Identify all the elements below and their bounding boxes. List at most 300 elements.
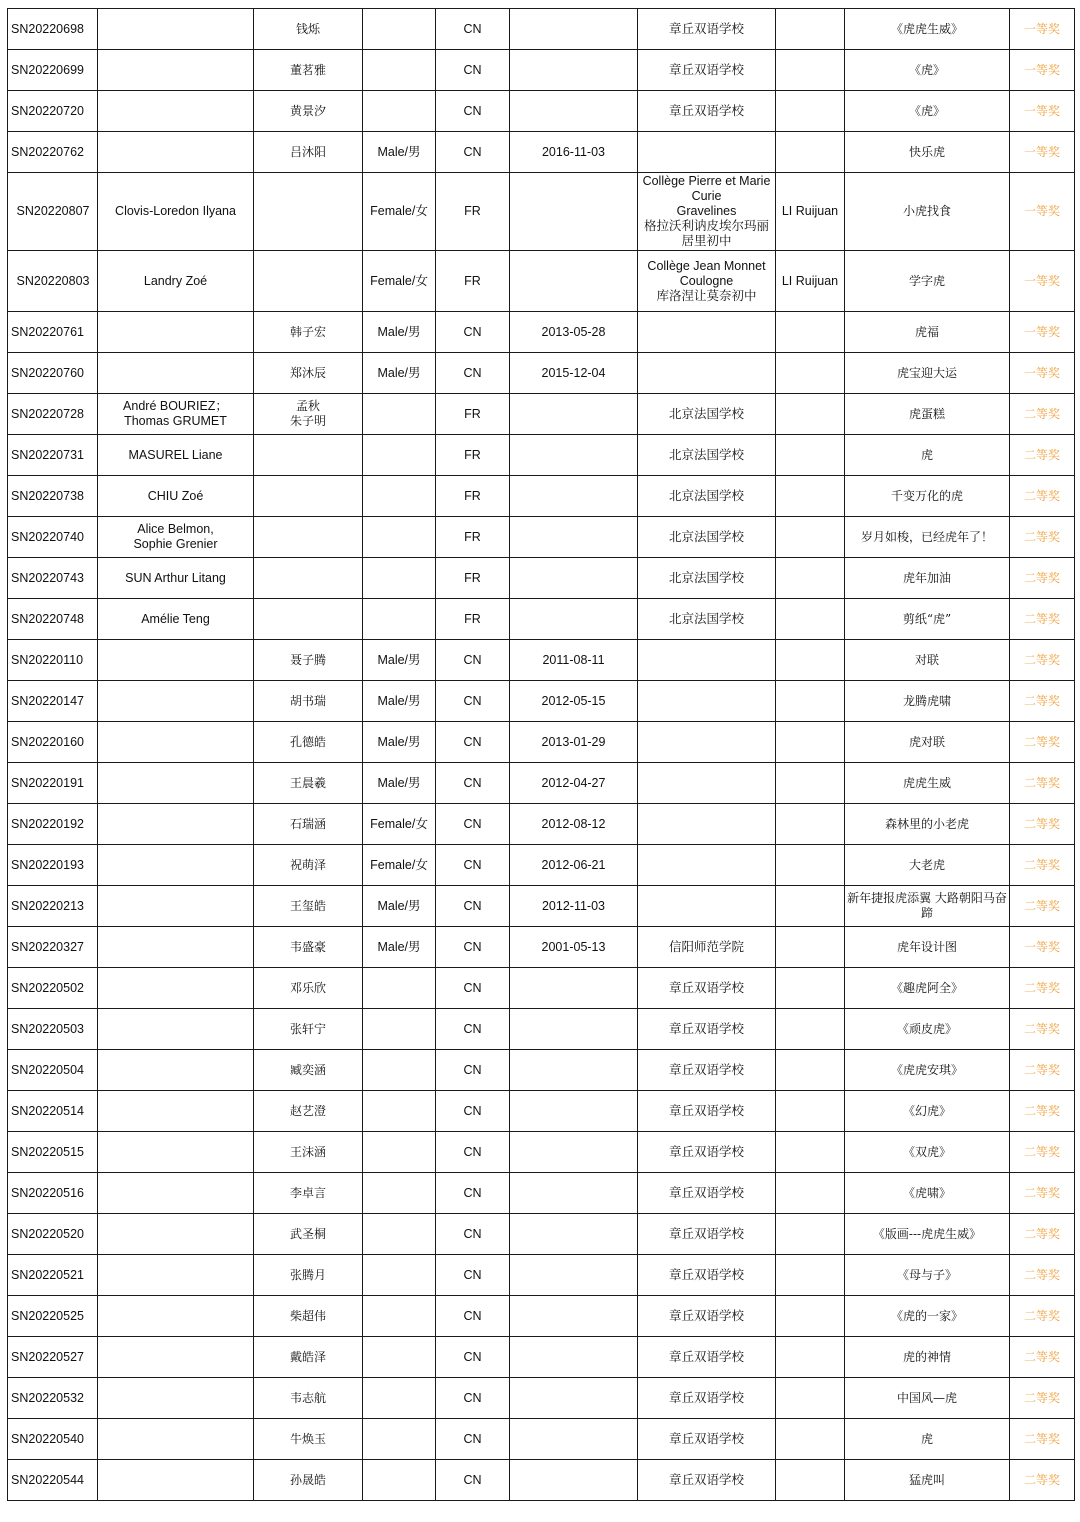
cell-work-title: 虎福	[845, 312, 1010, 353]
cell-gender: Female/女	[363, 845, 436, 886]
cell-school	[638, 845, 776, 886]
cell-id: SN20220803	[8, 251, 98, 312]
cell-teacher	[776, 640, 845, 681]
cell-work-title: 剪纸“虎”	[845, 599, 1010, 640]
cell-teacher	[776, 845, 845, 886]
cell-id: SN20220520	[8, 1214, 98, 1255]
cell-id: SN20220699	[8, 50, 98, 91]
table-row	[8, 1091, 1075, 1132]
cell-work-title: 大老虎	[845, 845, 1010, 886]
cell-gender	[363, 599, 436, 640]
cell-id: SN20220147	[8, 681, 98, 722]
cell-name-en	[98, 353, 254, 394]
cell-id: SN20220532	[8, 1378, 98, 1419]
cell-country: CN	[436, 1009, 510, 1050]
cell-gender	[363, 1296, 436, 1337]
cell-country: FR	[436, 599, 510, 640]
cell-award: 一等奖	[1010, 132, 1075, 173]
table-row	[8, 173, 1075, 251]
cell-name-zh: 戴皓泽	[254, 1337, 363, 1378]
cell-name-en	[98, 763, 254, 804]
cell-name-zh: 柴超伟	[254, 1296, 363, 1337]
cell-school: 章丘双语学校	[638, 1378, 776, 1419]
cell-gender	[363, 394, 436, 435]
cell-id: SN20220527	[8, 1337, 98, 1378]
cell-work-title: 虎对联	[845, 722, 1010, 763]
cell-name-en: André BOURIEZ； Thomas GRUMET	[98, 394, 254, 435]
cell-teacher	[776, 927, 845, 968]
cell-birth-date	[510, 558, 638, 599]
cell-school: 章丘双语学校	[638, 1173, 776, 1214]
cell-teacher	[776, 435, 845, 476]
cell-teacher	[776, 1214, 845, 1255]
cell-birth-date	[510, 1173, 638, 1214]
cell-award: 二等奖	[1010, 517, 1075, 558]
cell-id: SN20220516	[8, 1173, 98, 1214]
cell-award: 二等奖	[1010, 1378, 1075, 1419]
cell-work-title: 《虎虎生威》	[845, 9, 1010, 50]
cell-country: CN	[436, 1050, 510, 1091]
cell-id: SN20220327	[8, 927, 98, 968]
cell-school: 章丘双语学校	[638, 1460, 776, 1501]
cell-name-en	[98, 1091, 254, 1132]
cell-award: 二等奖	[1010, 1214, 1075, 1255]
cell-award: 一等奖	[1010, 173, 1075, 251]
cell-work-title: 虎	[845, 1419, 1010, 1460]
cell-id: SN20220760	[8, 353, 98, 394]
cell-award: 二等奖	[1010, 394, 1075, 435]
cell-name-zh: 张轩宁	[254, 1009, 363, 1050]
cell-id: SN20220720	[8, 91, 98, 132]
cell-name-zh	[254, 599, 363, 640]
cell-teacher	[776, 886, 845, 927]
cell-teacher	[776, 1460, 845, 1501]
cell-id: SN20220743	[8, 558, 98, 599]
award-table	[7, 8, 1075, 1501]
cell-name-zh: 黄景汐	[254, 91, 363, 132]
cell-country: CN	[436, 763, 510, 804]
cell-gender	[363, 435, 436, 476]
cell-work-title: 小虎找食	[845, 173, 1010, 251]
cell-country: CN	[436, 1337, 510, 1378]
cell-work-title: 猛虎叫	[845, 1460, 1010, 1501]
cell-name-en	[98, 1255, 254, 1296]
cell-name-en: Landry Zoé	[98, 251, 254, 312]
cell-name-en: Clovis-Loredon Ilyana	[98, 173, 254, 251]
cell-id: SN20220503	[8, 1009, 98, 1050]
cell-teacher	[776, 681, 845, 722]
cell-name-zh: 牛焕玉	[254, 1419, 363, 1460]
cell-birth-date: 2001-05-13	[510, 927, 638, 968]
cell-teacher	[776, 804, 845, 845]
cell-school: 章丘双语学校	[638, 1337, 776, 1378]
cell-teacher: LI Ruijuan	[776, 173, 845, 251]
cell-birth-date	[510, 435, 638, 476]
cell-work-title: 学字虎	[845, 251, 1010, 312]
cell-gender: Male/男	[363, 353, 436, 394]
cell-country: CN	[436, 1173, 510, 1214]
cell-birth-date	[510, 1009, 638, 1050]
cell-country: CN	[436, 1296, 510, 1337]
cell-id: SN20220193	[8, 845, 98, 886]
cell-work-title: 《虎虎安琪》	[845, 1050, 1010, 1091]
table-row	[8, 845, 1075, 886]
cell-award: 二等奖	[1010, 1296, 1075, 1337]
cell-school: 北京法国学校	[638, 476, 776, 517]
cell-country: CN	[436, 353, 510, 394]
cell-award: 二等奖	[1010, 1419, 1075, 1460]
cell-school: 章丘双语学校	[638, 1296, 776, 1337]
cell-id: SN20220540	[8, 1419, 98, 1460]
cell-teacher	[776, 1419, 845, 1460]
cell-award: 二等奖	[1010, 968, 1075, 1009]
cell-name-zh: 祝萌泽	[254, 845, 363, 886]
table-row	[8, 1296, 1075, 1337]
cell-award: 二等奖	[1010, 640, 1075, 681]
cell-award: 二等奖	[1010, 476, 1075, 517]
cell-gender: Male/男	[363, 886, 436, 927]
cell-name-zh: 武圣桐	[254, 1214, 363, 1255]
cell-id: SN20220761	[8, 312, 98, 353]
cell-work-title: 千变万化的虎	[845, 476, 1010, 517]
cell-gender	[363, 1460, 436, 1501]
cell-work-title: 《虎》	[845, 50, 1010, 91]
cell-id: SN20220698	[8, 9, 98, 50]
cell-teacher	[776, 968, 845, 1009]
cell-name-zh	[254, 558, 363, 599]
cell-teacher	[776, 722, 845, 763]
cell-gender: Female/女	[363, 173, 436, 251]
cell-school: 北京法国学校	[638, 394, 776, 435]
cell-teacher	[776, 1296, 845, 1337]
cell-name-en	[98, 1132, 254, 1173]
cell-birth-date: 2015-12-04	[510, 353, 638, 394]
table-row	[8, 50, 1075, 91]
cell-gender	[363, 9, 436, 50]
cell-gender	[363, 91, 436, 132]
cell-award: 二等奖	[1010, 1091, 1075, 1132]
cell-name-zh	[254, 173, 363, 251]
cell-name-en: CHIU Zoé	[98, 476, 254, 517]
cell-id: SN20220191	[8, 763, 98, 804]
cell-award: 二等奖	[1010, 845, 1075, 886]
cell-country: CN	[436, 845, 510, 886]
cell-gender: Male/男	[363, 681, 436, 722]
cell-name-zh: 孙晟皓	[254, 1460, 363, 1501]
cell-school	[638, 763, 776, 804]
cell-name-zh: 李卓言	[254, 1173, 363, 1214]
cell-name-zh	[254, 251, 363, 312]
cell-work-title: 《虎》	[845, 91, 1010, 132]
table-row	[8, 517, 1075, 558]
cell-school: 章丘双语学校	[638, 1132, 776, 1173]
cell-teacher	[776, 1009, 845, 1050]
cell-gender	[363, 1091, 436, 1132]
table-row	[8, 91, 1075, 132]
cell-school: 章丘双语学校	[638, 9, 776, 50]
cell-work-title: 虎年加油	[845, 558, 1010, 599]
cell-school	[638, 886, 776, 927]
cell-name-en	[98, 927, 254, 968]
cell-name-zh: 孔德皓	[254, 722, 363, 763]
table-row	[8, 1460, 1075, 1501]
cell-school: 章丘双语学校	[638, 1091, 776, 1132]
cell-school	[638, 353, 776, 394]
cell-gender: Male/男	[363, 132, 436, 173]
cell-birth-date: 2013-05-28	[510, 312, 638, 353]
cell-birth-date: 2012-06-21	[510, 845, 638, 886]
cell-name-en	[98, 1050, 254, 1091]
cell-gender	[363, 50, 436, 91]
cell-award: 二等奖	[1010, 763, 1075, 804]
cell-work-title: 岁月如梭，已经虎年了！	[845, 517, 1010, 558]
cell-name-en	[98, 1419, 254, 1460]
cell-id: SN20220110	[8, 640, 98, 681]
cell-gender	[363, 1009, 436, 1050]
cell-country: CN	[436, 681, 510, 722]
cell-gender	[363, 517, 436, 558]
cell-birth-date: 2012-04-27	[510, 763, 638, 804]
cell-name-en	[98, 1296, 254, 1337]
cell-gender: Male/男	[363, 312, 436, 353]
cell-award: 二等奖	[1010, 1255, 1075, 1296]
cell-name-zh: 聂子腾	[254, 640, 363, 681]
cell-gender	[363, 968, 436, 1009]
cell-gender	[363, 1419, 436, 1460]
cell-teacher	[776, 132, 845, 173]
cell-name-en	[98, 722, 254, 763]
cell-work-title: 中国风—虎	[845, 1378, 1010, 1419]
cell-award: 二等奖	[1010, 681, 1075, 722]
table-row	[8, 763, 1075, 804]
cell-country: FR	[436, 476, 510, 517]
table-row	[8, 927, 1075, 968]
cell-award: 二等奖	[1010, 1009, 1075, 1050]
cell-name-zh: 吕沐阳	[254, 132, 363, 173]
cell-name-en: Amélie Teng	[98, 599, 254, 640]
cell-award: 一等奖	[1010, 312, 1075, 353]
table-row	[8, 1337, 1075, 1378]
table-row	[8, 886, 1075, 927]
cell-id: SN20220521	[8, 1255, 98, 1296]
cell-name-zh: 韦盛豪	[254, 927, 363, 968]
cell-school: 章丘双语学校	[638, 1419, 776, 1460]
cell-birth-date	[510, 1296, 638, 1337]
cell-id: SN20220504	[8, 1050, 98, 1091]
cell-name-en	[98, 312, 254, 353]
cell-name-zh: 王沫涵	[254, 1132, 363, 1173]
cell-award: 一等奖	[1010, 353, 1075, 394]
cell-country: CN	[436, 927, 510, 968]
cell-work-title: 虎蛋糕	[845, 394, 1010, 435]
cell-country: CN	[436, 1214, 510, 1255]
cell-school: Collège Jean Monnet Coulogne 库洛涅让莫奈初中	[638, 251, 776, 312]
cell-name-en	[98, 132, 254, 173]
cell-country: CN	[436, 968, 510, 1009]
table-row	[8, 1050, 1075, 1091]
cell-id: SN20220525	[8, 1296, 98, 1337]
cell-award: 二等奖	[1010, 435, 1075, 476]
cell-name-en	[98, 1173, 254, 1214]
cell-teacher	[776, 394, 845, 435]
cell-school: 章丘双语学校	[638, 1050, 776, 1091]
cell-work-title: 虎的神情	[845, 1337, 1010, 1378]
cell-id: SN20220731	[8, 435, 98, 476]
cell-id: SN20220502	[8, 968, 98, 1009]
cell-birth-date	[510, 1214, 638, 1255]
cell-award: 二等奖	[1010, 558, 1075, 599]
cell-award: 二等奖	[1010, 1337, 1075, 1378]
table-row	[8, 1378, 1075, 1419]
cell-award: 二等奖	[1010, 1460, 1075, 1501]
cell-birth-date	[510, 9, 638, 50]
table-row	[8, 1132, 1075, 1173]
cell-country: FR	[436, 394, 510, 435]
cell-gender	[363, 558, 436, 599]
cell-birth-date	[510, 1132, 638, 1173]
cell-name-en	[98, 91, 254, 132]
cell-id: SN20220160	[8, 722, 98, 763]
cell-gender	[363, 1337, 436, 1378]
table-row	[8, 1173, 1075, 1214]
cell-school: 章丘双语学校	[638, 91, 776, 132]
table-row	[8, 722, 1075, 763]
cell-school	[638, 312, 776, 353]
table-row	[8, 1009, 1075, 1050]
cell-teacher	[776, 1255, 845, 1296]
cell-award: 二等奖	[1010, 1173, 1075, 1214]
table-row	[8, 9, 1075, 50]
cell-school: 章丘双语学校	[638, 1255, 776, 1296]
cell-name-zh: 孟秋 朱子明	[254, 394, 363, 435]
cell-name-en	[98, 50, 254, 91]
cell-country: CN	[436, 640, 510, 681]
table-row	[8, 435, 1075, 476]
cell-birth-date: 2013-01-29	[510, 722, 638, 763]
cell-birth-date	[510, 1050, 638, 1091]
cell-work-title: 《母与子》	[845, 1255, 1010, 1296]
cell-name-zh: 韩子宏	[254, 312, 363, 353]
cell-gender: Male/男	[363, 722, 436, 763]
cell-birth-date	[510, 968, 638, 1009]
cell-name-zh: 赵艺澄	[254, 1091, 363, 1132]
cell-name-zh: 张腾月	[254, 1255, 363, 1296]
cell-work-title: 快乐虎	[845, 132, 1010, 173]
cell-work-title: 龙腾虎啸	[845, 681, 1010, 722]
cell-name-en	[98, 681, 254, 722]
cell-work-title: 虎虎生威	[845, 763, 1010, 804]
cell-country: FR	[436, 517, 510, 558]
cell-work-title: 《双虎》	[845, 1132, 1010, 1173]
cell-name-zh	[254, 517, 363, 558]
cell-school	[638, 132, 776, 173]
cell-id: SN20220762	[8, 132, 98, 173]
cell-award: 二等奖	[1010, 886, 1075, 927]
cell-id: SN20220748	[8, 599, 98, 640]
cell-name-en	[98, 640, 254, 681]
cell-school	[638, 804, 776, 845]
cell-gender: Male/男	[363, 640, 436, 681]
cell-award: 二等奖	[1010, 722, 1075, 763]
cell-name-en	[98, 1214, 254, 1255]
cell-gender	[363, 1132, 436, 1173]
table-row	[8, 394, 1075, 435]
table-body	[8, 9, 1075, 1501]
cell-name-en	[98, 845, 254, 886]
cell-work-title: 《趣虎阿全》	[845, 968, 1010, 1009]
cell-teacher	[776, 91, 845, 132]
cell-birth-date	[510, 1255, 638, 1296]
cell-name-en: MASUREL Liane	[98, 435, 254, 476]
cell-birth-date	[510, 599, 638, 640]
cell-birth-date	[510, 1337, 638, 1378]
cell-id: SN20220515	[8, 1132, 98, 1173]
cell-gender: Male/男	[363, 927, 436, 968]
cell-id: SN20220738	[8, 476, 98, 517]
cell-school: 章丘双语学校	[638, 968, 776, 1009]
cell-birth-date	[510, 394, 638, 435]
cell-school: 北京法国学校	[638, 599, 776, 640]
cell-birth-date: 2012-11-03	[510, 886, 638, 927]
cell-country: CN	[436, 1460, 510, 1501]
cell-work-title: 《虎的一家》	[845, 1296, 1010, 1337]
cell-teacher	[776, 763, 845, 804]
cell-gender	[363, 1214, 436, 1255]
cell-work-title: 《幻虎》	[845, 1091, 1010, 1132]
cell-work-title: 新年捷报虎添翼 大路朝阳马奋蹄	[845, 886, 1010, 927]
cell-name-en	[98, 886, 254, 927]
cell-name-zh: 臧奕涵	[254, 1050, 363, 1091]
cell-id: SN20220213	[8, 886, 98, 927]
cell-name-zh: 董茗雅	[254, 50, 363, 91]
cell-teacher	[776, 353, 845, 394]
cell-birth-date	[510, 1091, 638, 1132]
cell-gender	[363, 1173, 436, 1214]
cell-name-zh: 邓乐欣	[254, 968, 363, 1009]
cell-teacher	[776, 476, 845, 517]
cell-school: Collège Pierre et Marie Curie Gravelines 格拉沃利讷皮埃尔玛丽居里初中	[638, 173, 776, 251]
cell-name-en	[98, 9, 254, 50]
cell-name-en	[98, 968, 254, 1009]
cell-school: 章丘双语学校	[638, 1214, 776, 1255]
cell-birth-date: 2012-05-15	[510, 681, 638, 722]
cell-name-en	[98, 1378, 254, 1419]
cell-country: CN	[436, 1419, 510, 1460]
cell-name-zh: 胡书瑞	[254, 681, 363, 722]
cell-school: 北京法国学校	[638, 517, 776, 558]
cell-country: CN	[436, 1378, 510, 1419]
cell-teacher	[776, 517, 845, 558]
cell-teacher	[776, 1050, 845, 1091]
table-row	[8, 1419, 1075, 1460]
cell-name-zh: 钱烁	[254, 9, 363, 50]
cell-name-zh: 王玺皓	[254, 886, 363, 927]
cell-school	[638, 640, 776, 681]
cell-gender: Female/女	[363, 251, 436, 312]
cell-teacher	[776, 312, 845, 353]
cell-award: 二等奖	[1010, 1132, 1075, 1173]
cell-birth-date: 2016-11-03	[510, 132, 638, 173]
cell-country: CN	[436, 132, 510, 173]
cell-country: CN	[436, 9, 510, 50]
cell-country: FR	[436, 251, 510, 312]
cell-country: CN	[436, 312, 510, 353]
cell-birth-date: 2011-08-11	[510, 640, 638, 681]
cell-birth-date	[510, 517, 638, 558]
cell-gender	[363, 476, 436, 517]
cell-birth-date	[510, 91, 638, 132]
cell-birth-date	[510, 173, 638, 251]
